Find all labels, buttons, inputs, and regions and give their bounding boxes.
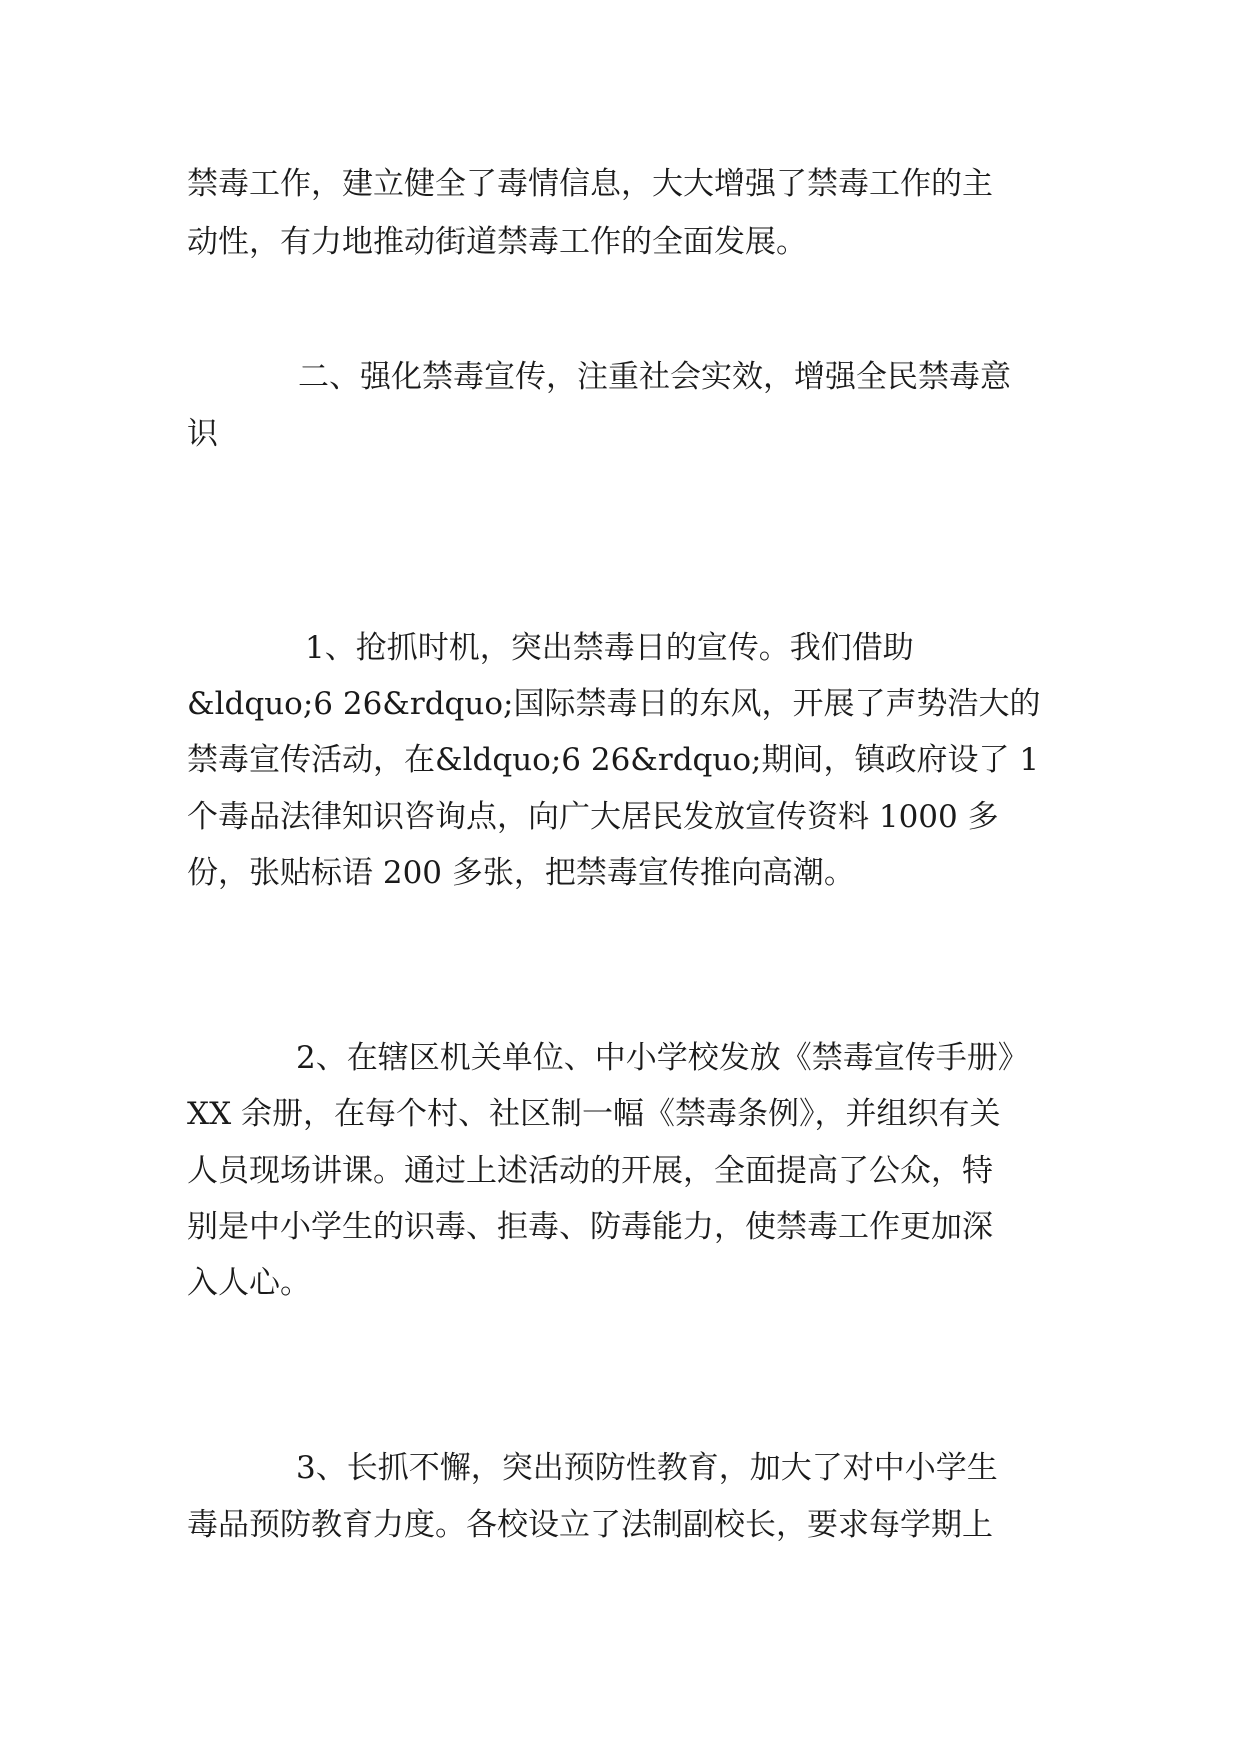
text-line: 动性，有力地推动街道禁毒工作的全面发展。 (187, 224, 807, 260)
list-item-line (187, 797, 1057, 837)
text-line: 禁毒宣传活动，在&ldquo;6 26&rdquo;期间，镇政府设了 1 (187, 742, 1040, 778)
heading-text: 二、强化禁毒宣传，注重社会实效，增强全民禁毒意 (298, 359, 1011, 395)
text-line: XX 余册，在每个村、社区制一幅《禁毒条例》，并组织有关 (187, 1096, 1001, 1132)
text-line: 入人心。 (187, 1265, 311, 1301)
list-item-line (187, 1207, 1057, 1247)
text-line: 禁毒工作，建立健全了毒情信息，大大增强了禁毒工作的主 (187, 166, 993, 202)
list-item-line (187, 1151, 1057, 1191)
heading-text: 识 (187, 416, 218, 452)
list-item-line (187, 740, 1057, 780)
list-item-line (305, 628, 1057, 668)
text-line: 人员现场讲课。通过上述活动的开展，全面提高了公众，特 (187, 1153, 993, 1189)
list-item-line (187, 684, 1057, 724)
text-line: 毒品预防教育力度。各校设立了法制副校长，要求每学期上 (187, 1507, 993, 1543)
paragraph-line (187, 164, 1057, 204)
text-line: 3、长抓不懈，突出预防性教育，加大了对中小学生 (296, 1450, 998, 1486)
text-line: 2、在辖区机关单位、中小学校发放《禁毒宣传手册》 (296, 1040, 1029, 1076)
text-line: 份，张贴标语 200 多张，把禁毒宣传推向高潮。 (187, 855, 855, 891)
section-heading (298, 357, 1058, 397)
list-item-line (187, 1094, 1057, 1134)
text-line: &ldquo;6 26&rdquo;国际禁毒日的东风，开展了声势浩大的 (187, 686, 1041, 722)
text-line: 个毒品法律知识咨询点，向广大居民发放宣传资料 1000 多 (187, 799, 999, 835)
text-line: 1、抢抓时机，突出禁毒日的宣传。我们借助 (305, 630, 914, 666)
list-item-line (187, 1263, 1057, 1303)
list-item-line (296, 1448, 1058, 1488)
list-item-line (187, 1505, 1057, 1545)
paragraph-line (187, 222, 1057, 262)
section-heading-wrap (187, 414, 1057, 454)
list-item-line (296, 1038, 1096, 1078)
text-line: 别是中小学生的识毒、拒毒、防毒能力，使禁毒工作更加深 (187, 1209, 993, 1245)
list-item-line (187, 853, 1057, 893)
